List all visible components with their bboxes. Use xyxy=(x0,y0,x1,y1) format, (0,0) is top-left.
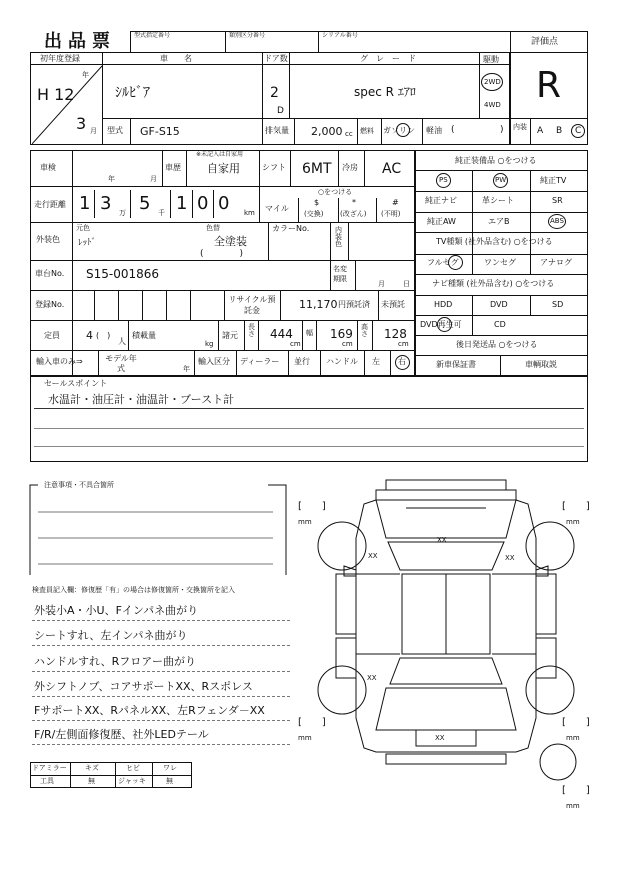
notes-label: 注意事項・不具合箇所 xyxy=(44,481,114,489)
bt-none2: 無 xyxy=(166,777,173,785)
color-change-label: 色替 xyxy=(206,224,220,232)
notes-bracket xyxy=(28,480,288,580)
parallel-option: 並行 xyxy=(294,357,310,366)
bt-jack: ジャッキ xyxy=(118,777,146,785)
reki-value: 自家用 xyxy=(207,162,240,175)
interior-a: A xyxy=(537,126,544,136)
bt-tool: 工具 xyxy=(40,777,54,785)
displacement-value: 2,000 xyxy=(311,125,343,138)
serial-label: シリアル番号 xyxy=(322,32,358,39)
len-value: 444 xyxy=(270,327,293,341)
drive-4wd: 4WD xyxy=(484,101,501,109)
mileage-label: 走行距離 xyxy=(34,200,66,209)
shaken-nen: 年 xyxy=(108,175,115,183)
model-value: GF-S15 xyxy=(140,125,180,138)
colorno-label: カラーNo. xyxy=(272,224,310,233)
fuel-light: 軽油 xyxy=(426,126,442,135)
mile-b2: (改ざん) xyxy=(340,210,367,218)
color-orig-value: ﾚｯﾄﾞ xyxy=(78,238,97,248)
capacity-value: 4 xyxy=(86,329,93,342)
dims-label: 諸元 xyxy=(222,331,238,340)
navi-title: ナビ種類 (社外品含む) ○をつける xyxy=(432,279,555,288)
spare-bracket: [ ] xyxy=(562,785,590,796)
mile-note: ○をつける xyxy=(318,188,353,196)
reki-label: 車歴 xyxy=(165,163,181,172)
note-line-5: FサポートXX、RパネルXX、左Rフェンダ－XX xyxy=(34,704,265,717)
mileage-km: km xyxy=(244,209,255,217)
mile-a2: (交換) xyxy=(304,210,324,218)
mileage-man: 万 xyxy=(119,209,126,217)
recycle-label: リサイクル預託金 xyxy=(228,295,276,315)
tire-mm-fl: mm xyxy=(298,518,312,526)
wid-label: 幅 xyxy=(306,329,313,337)
note-line-3: ハンドルすれ、Rフロアー曲がり xyxy=(34,655,196,668)
send-title: 後日発送品 ○をつける xyxy=(456,340,538,349)
score-value: R xyxy=(536,65,562,106)
paint-paren: ( ) xyxy=(200,249,244,259)
tv-title: TV種類 (社外品含む) ○をつける xyxy=(436,237,553,246)
score-label: 評価点 xyxy=(531,37,559,47)
hei-label: 高さ xyxy=(361,323,368,338)
form-title: 出品票 xyxy=(44,31,116,52)
tv-fullseg: フルセグ xyxy=(427,258,459,267)
shaken-tsuki: 月 xyxy=(150,175,157,183)
tire-mm-rr: mm xyxy=(566,734,580,742)
shift-value: 6MT xyxy=(302,161,332,177)
sales-text: 水温計・油圧計・油温計・ブースト計 xyxy=(48,393,235,406)
equip-aw: 純正AW xyxy=(427,217,456,226)
fuel-bracket-open: ( xyxy=(451,125,455,135)
import-div-label: 輸入区分 xyxy=(198,357,230,366)
mile-c: # xyxy=(392,198,399,207)
month-value: 3 xyxy=(76,114,87,133)
note-line-2: シートすれ、左インパネ曲がり xyxy=(34,629,188,642)
equip-navi: 純正ナビ xyxy=(425,196,457,205)
meigi-month: 月 xyxy=(378,280,385,288)
equip-sr: SR xyxy=(552,196,563,205)
mileage-digit-4: 1 xyxy=(176,193,188,214)
door-type: D xyxy=(277,106,284,116)
bt-mirror: ドアミラー xyxy=(32,764,67,772)
import-label: 輸入車のみ⇒ xyxy=(36,357,83,366)
mileage-digit-6: 0 xyxy=(218,193,230,214)
car-name-value: ｼﾙﾋﾞｱ xyxy=(115,85,150,101)
meigi-day: 日 xyxy=(403,280,410,288)
year-suffix: 年 xyxy=(82,71,89,79)
mileage-sen: 千 xyxy=(158,209,165,217)
recycle-unit: 円預託済 xyxy=(338,300,370,309)
chassis-value: S15-001866 xyxy=(86,267,160,281)
tv-fullseg-circle xyxy=(448,255,463,270)
model-year-label: モデル年式 xyxy=(105,354,137,373)
car-name-label: 車 名 xyxy=(160,54,192,63)
tv-oneseg: ワンセグ xyxy=(484,258,516,267)
fuel-gas-circle xyxy=(396,123,410,137)
chassis-label: 車台No. xyxy=(35,269,65,278)
bt-hibi: ヒビ xyxy=(126,764,140,772)
model-label: 型式 xyxy=(107,126,123,135)
recycle-no: 未預託 xyxy=(381,300,405,309)
tire-mm-fr: mm xyxy=(566,518,580,526)
xx-hood: XX xyxy=(437,536,447,544)
equip-ps: PS xyxy=(439,176,448,184)
len-cm: cm xyxy=(290,340,301,348)
mile-c2: (不明) xyxy=(381,210,401,218)
hei-cm: cm xyxy=(398,340,409,348)
shaken-label: 車検 xyxy=(40,163,56,172)
drive-2wd: 2WD xyxy=(484,78,501,86)
equip-leather: 革シート xyxy=(482,196,514,205)
ac-value: AC xyxy=(382,161,402,177)
drive-label: 駆動 xyxy=(483,55,499,64)
capacity-unit: 人 xyxy=(118,337,126,346)
fuel-gas: ガソリン xyxy=(383,126,415,135)
equip-abs: ABS xyxy=(550,217,564,225)
paint-value: 全塗装 xyxy=(214,235,247,248)
equip-tv: 純正TV xyxy=(540,176,567,185)
fuel-label: 燃料 xyxy=(360,127,374,135)
cc-unit: cc xyxy=(345,130,353,138)
interior-c: C xyxy=(575,126,582,136)
tire-bracket-fl: [ ] xyxy=(298,501,326,512)
handle-label: ハンドル xyxy=(326,357,358,366)
hei-value: 128 xyxy=(384,327,407,341)
sales-label: セールスポイント xyxy=(44,379,108,388)
capacity-label: 定員 xyxy=(44,331,60,340)
note-line-6: F/R/左側面修復歴、社外LEDテール xyxy=(34,728,209,741)
model-year-nen: 年 xyxy=(183,365,190,373)
navi-sd: SD xyxy=(552,300,564,309)
meigi-label: 名変期限 xyxy=(333,265,347,283)
load-label: 積載量 xyxy=(132,331,156,340)
navi-cd: CD xyxy=(494,320,506,329)
year-value: H 12 xyxy=(37,85,75,104)
bt-none1: 無 xyxy=(88,777,95,785)
grade-label: グ レ ー ド xyxy=(360,54,416,63)
tire-bracket-fr: [ ] xyxy=(562,501,590,512)
wid-cm: cm xyxy=(342,340,353,348)
fuel-bracket-close: ) xyxy=(500,125,504,135)
color-label: 外装色 xyxy=(36,235,60,244)
mileage-digit-3: 5 xyxy=(139,193,151,214)
mileage-digit-5: 0 xyxy=(197,193,209,214)
xx-front-right: XX xyxy=(505,554,515,562)
load-kg: kg xyxy=(205,340,214,348)
note-line-4: 外シフトノブ、コアサポートXX、Rスポレス xyxy=(34,680,253,693)
navi-dvd: DVD xyxy=(490,300,508,309)
mile-b: * xyxy=(352,198,356,207)
tire-bracket-rr: [ ] xyxy=(562,717,590,728)
color-orig-label: 元色 xyxy=(76,224,90,232)
reki-note: ※未記入は自家用 xyxy=(196,151,244,158)
xx-rear-left: XX xyxy=(367,674,377,682)
grade-value: spec R ｴｱﾛ xyxy=(354,85,416,99)
send-warranty: 新車保証書 xyxy=(436,360,476,369)
xx-rear: XX xyxy=(435,734,445,742)
capacity-paren: ( ) xyxy=(96,331,111,340)
send-record: 車輌取説 xyxy=(525,360,557,369)
ac-label: 冷房 xyxy=(342,163,358,172)
dealer-option: ディーラー xyxy=(240,357,280,366)
inspector-note: 検査員記入欄：修復歴「有」の場合は修復箇所・交換箇所を記入 xyxy=(32,586,235,594)
interior-b: B xyxy=(556,126,563,136)
displacement-label: 排気量 xyxy=(265,126,289,135)
tv-analog: アナログ xyxy=(540,258,572,267)
mile-label: マイル xyxy=(265,204,289,213)
mile-a: $ xyxy=(314,198,320,207)
xx-front-left: XX xyxy=(368,552,378,560)
equip-pw: PW xyxy=(495,176,507,184)
int-color-label: 内装色 xyxy=(335,226,342,248)
handle-left: 左 xyxy=(372,357,380,366)
mileage-digit-1: 1 xyxy=(79,193,91,214)
equip-title: 純正装備品 ○をつける xyxy=(455,156,537,165)
navi-hdd: HDD xyxy=(434,300,453,309)
recycle-value: 11,170 xyxy=(299,298,338,311)
dvdplay-circle xyxy=(437,317,452,332)
len-label: 長さ xyxy=(248,323,255,338)
type-designation-label: 型式指定番号 xyxy=(134,32,171,39)
bt-ware: ワレ xyxy=(163,764,177,772)
navi-dvdplay: DVD再生可 xyxy=(420,320,462,329)
first-reg-label: 初年度登録 xyxy=(40,54,80,63)
car-diagram xyxy=(296,478,596,778)
wid-value: 169 xyxy=(330,327,353,341)
shift-label: シフト xyxy=(262,163,286,172)
interior-label: 内装 xyxy=(513,123,527,131)
spare-mm: mm xyxy=(566,802,580,810)
bt-kizu: キズ xyxy=(85,764,99,772)
reg-label: 登録No. xyxy=(35,300,65,309)
tire-bracket-rl: [ ] xyxy=(298,717,326,728)
month-suffix: 月 xyxy=(90,127,97,135)
door-value: 2 xyxy=(270,85,279,101)
handle-right: 右 xyxy=(398,357,406,366)
note-line-1: 外装小A・小U、Fインパネ曲がり xyxy=(34,604,199,617)
category-label: 類別区分番号 xyxy=(229,32,266,39)
equip-airbag: エアB xyxy=(488,217,510,226)
door-label: ドア数 xyxy=(264,54,288,63)
tire-mm-rl: mm xyxy=(298,734,312,742)
mileage-digit-2: 3 xyxy=(100,193,112,214)
spare-tire xyxy=(538,742,578,782)
